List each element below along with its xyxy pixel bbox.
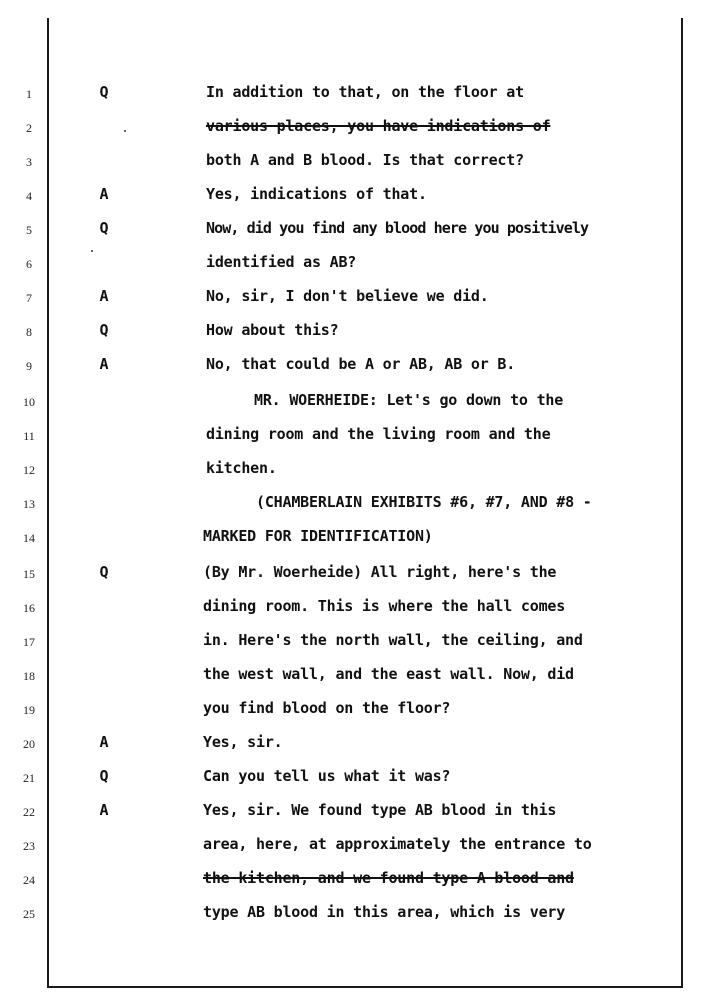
- line-number: 13: [23, 497, 35, 511]
- line-number: 11: [23, 429, 35, 443]
- line-text: Can you tell us what it was?: [203, 767, 451, 785]
- line-number: 22: [23, 805, 35, 819]
- transcript-line: [0, 423, 720, 449]
- scan-speck: [124, 130, 126, 132]
- line-text: the west wall, and the east wall. Now, did: [203, 665, 574, 683]
- speaker-label: Q: [99, 563, 109, 581]
- line-text: you find blood on the floor?: [203, 699, 451, 717]
- line-number: 6: [26, 257, 32, 271]
- transcript-line: [0, 663, 720, 689]
- line-text: dining room. This is where the hall comes: [203, 597, 566, 615]
- line-text: How about this?: [206, 321, 339, 339]
- line-text: MARKED FOR IDENTIFICATION): [203, 527, 433, 545]
- line-number: 23: [23, 839, 35, 853]
- line-number: 2: [26, 121, 32, 135]
- line-number: 7: [26, 291, 32, 305]
- line-number: 1: [26, 87, 32, 101]
- speaker-label: A: [99, 355, 109, 373]
- transcript-line: [0, 319, 720, 345]
- line-number: 9: [26, 359, 32, 373]
- speaker-label: Q: [99, 219, 109, 237]
- line-number: 10: [23, 395, 35, 409]
- line-text: Now, did you find any blood here you positively: [206, 219, 589, 237]
- transcript-line: [0, 765, 720, 791]
- transcript-line: [0, 285, 720, 311]
- line-text: Yes, indications of that.: [206, 185, 427, 203]
- line-text: No, sir, I don't believe we did.: [206, 287, 489, 305]
- transcript-line: [0, 525, 720, 551]
- transcript-line: [0, 833, 720, 859]
- transcript-line: [0, 183, 720, 209]
- line-number: 19: [23, 703, 35, 717]
- line-text: kitchen.: [206, 459, 277, 477]
- transcript-line: [0, 251, 720, 277]
- line-text: (By Mr. Woerheide) All right, here's the: [203, 563, 557, 581]
- transcript-line: [0, 149, 720, 175]
- speaker-label: A: [99, 185, 109, 203]
- speaker-label: A: [99, 733, 109, 751]
- line-number: 16: [23, 601, 35, 615]
- line-text: No, that could be A or AB, AB or B.: [206, 355, 516, 373]
- line-text: dining room and the living room and the: [206, 425, 551, 443]
- speaker-label: Q: [99, 767, 109, 785]
- transcript-line: [0, 731, 720, 757]
- line-text: In addition to that, on the floor at: [206, 83, 524, 101]
- line-number: 17: [23, 635, 35, 649]
- transcript-line: [0, 81, 720, 107]
- line-text: identified as AB?: [206, 253, 357, 271]
- line-text: type AB blood in this area, which is very: [203, 903, 566, 921]
- line-number: 5: [26, 223, 32, 237]
- line-number: 25: [23, 907, 35, 921]
- line-number: 8: [26, 325, 32, 339]
- line-text: the kitchen, and we found type A blood and: [203, 869, 574, 887]
- line-text: Yes, sir.: [203, 733, 283, 751]
- transcript-line: [0, 353, 720, 379]
- speaker-label: A: [99, 287, 109, 305]
- line-number: 14: [23, 531, 35, 545]
- line-text: MR. WOERHEIDE: Let's go down to the: [254, 391, 564, 409]
- transcript-line: [0, 697, 720, 723]
- line-text: various places, you have indications of: [206, 117, 551, 135]
- line-text: Yes, sir. We found type AB blood in this: [203, 801, 557, 819]
- transcript-line: [0, 799, 720, 825]
- line-number: 21: [23, 771, 35, 785]
- transcript-line: [0, 901, 720, 927]
- transcript-line: [0, 491, 720, 517]
- transcript-line: [0, 629, 720, 655]
- transcript-line: [0, 115, 720, 141]
- transcript-line: [0, 389, 720, 415]
- transcript-line: [0, 595, 720, 621]
- line-text: area, here, at approximately the entrance to: [203, 835, 592, 853]
- line-text: both A and B blood. Is that correct?: [206, 151, 524, 169]
- transcript-line: [0, 867, 720, 893]
- line-number: 4: [26, 189, 32, 203]
- transcript-line: [0, 457, 720, 483]
- line-number: 24: [23, 873, 35, 887]
- line-text: (CHAMBERLAIN EXHIBITS #6, #7, AND #8 -: [256, 493, 592, 511]
- line-number: 3: [26, 155, 32, 169]
- scan-speck: [91, 250, 93, 252]
- speaker-label: Q: [99, 83, 109, 101]
- line-text: in. Here's the north wall, the ceiling, and: [203, 631, 583, 649]
- speaker-label: Q: [99, 321, 109, 339]
- transcript-line: [0, 561, 720, 587]
- transcript-line: [0, 217, 720, 243]
- line-number: 15: [23, 567, 35, 581]
- line-number: 12: [23, 463, 35, 477]
- speaker-label: A: [99, 801, 109, 819]
- line-number: 18: [23, 669, 35, 683]
- line-number: 20: [23, 737, 35, 751]
